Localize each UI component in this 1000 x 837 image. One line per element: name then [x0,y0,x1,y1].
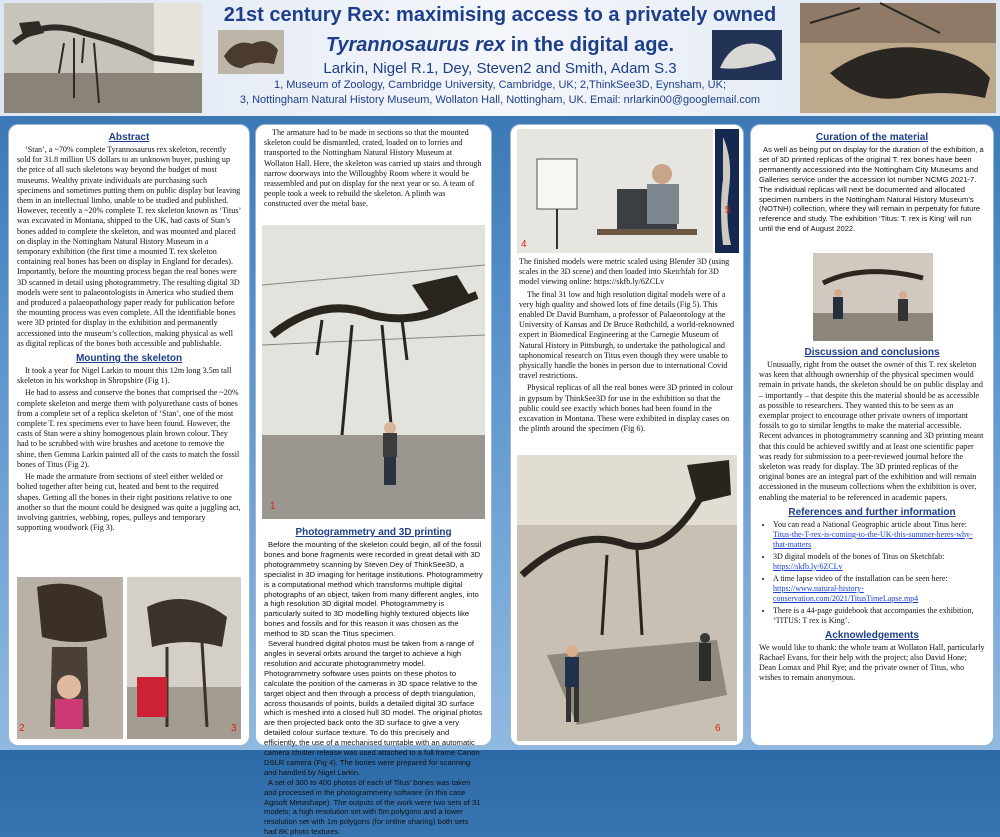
poster-header [0,0,1000,116]
skull-photo-right [800,3,996,113]
mounting-paragraph-3: He made the armature from sections of steel either welded or bolted together after being cut, heated and bent to the required shapes. Getting all the bones in their right positions relative to one another so that the mount could be designed was quite a juggling act, involving gantries, webbing, ropes, pulleys and temporary supporting woodwork (Fig 3). [17,472,241,533]
photogrammetry-text-2: Several hundred digital photos must be taken from a range of angles in several orbits around the target to achieve a high resolution and accurate photogrammetry model. Photogrammetry software uses points on these photos to calculate the position of the cameras in 3D space relative to the target object and then through a process of depth triangulation, across thousands of points, builds a detailed digital 3D surface which is meshed into a closed hull 3D model. The original photos are then projected back onto the 3D surface to give a very detailed colour surface texture. To do this precisely and efficiently, the use of a mechanised turntable with an automatic camera shutter release was used attached to a full frame Canon DSLR camera (Fig 4). The bones were prepared for scanning and handled by Nigel Larkin. [264,639,483,777]
skeleton-photo-left [4,3,202,113]
fig2-painting-photo [17,577,123,739]
sketchfab-link[interactable]: https://skfb.ly/6ZCLv [773,561,843,571]
abstract-text: ‘Stan’, a ~70% complete Tyrannosaurus rex skeleton, recently sold for 31.8 million US dollars to an unknown buyer, pushing up the price of all such skeletons way beyond the budget of most museums. Wealthy private individuals are purchasing such specimens and sometimes putting them on public display but leaving them in an intellectual limbo, unable to be studied and published. However, recently a ~20% complete T. rex skeleton known as ‘Titus’ was excavated in Montana, shipped to the UK, had casts of Stan’s bones added to complete the skeleton, and was mounted and placed on display in the Nottingham Natural History Museum in a temporary exhibition (the first time a mounted T. rex skeleton containing real bones has been on display in England for decades). Importantly, before the mounting process began the real bones were 3D scanned in detail using photogrammetry. The resulting digital 3D models were sent to palaeontologists in America who studied them and produced a palaeopathology paper ready for publication before the mounting process was even complete. All the identifiable bones were 3D printed for display in the exhibition and permanently accessioned into the museum’s collection, making physical as well as digital replicas of the bones both accessible and publishable. [17,145,241,348]
poster-title-line1: 21st century Rex: maximising access to a privately owned [223,4,777,26]
references-list [759,520,985,626]
fig4-number: 4 [521,239,527,250]
acknowledgements-heading: Acknowledgements [825,629,919,641]
curation-text: As well as being put on display for the duration of the exhibition, a set of 3D printed replicas of the original T. rex bones have been permanently accessioned into the Nottingham City Museums and Galleries service under the accession lot number NCMG 2021-7. The individual replicas will next be documented and allocated specimen numbers in the Nottingham Natural History Museum’s (NOTNH) collection, where they will remain in perpetuity for future reference and study. The exhibition ‘Titus: T. rex is King’ will run until the end of August 2022. [759,145,984,234]
references-heading: References and further information [788,506,956,518]
timelapse-video-link[interactable]: https://www.natural-history-conservation.com/2021/TitusTimeLapse.mp4 [773,583,919,603]
fig4-scanning-setup-photo [517,129,713,253]
column-photogrammetry [255,124,492,837]
national-geographic-link[interactable]: Titus-the-T-rex-is-coming-to-the-UK-this-summer-heres-why-that-matters [773,529,973,549]
models-paragraph-3: Physical replicas of all the real bones were 3D printed in colour in gypsum by ThinkSee3D for use in the exhibition so that the public could see exactly which bones had been found in the excavation in Montana. These were exhibited in display cases on the plinth around the specimen (Fig 6). [519,383,734,434]
title-suffix: in the digital age. [505,34,675,56]
discussion-heading: Discussion and conclusions [804,347,940,358]
column-abstract [8,124,250,746]
mounting-paragraph-2: He had to assess and conserve the bones that comprised the ~20% complete skeleton and merge them with polyurethane casts of bones from a complete set of a replica skeleton of ‘Stan’, one of the most complete T. rex specimens ever to have been found. However, the casts of Stan were a shiny homogenous plain brown colour. They had to be scrubbed with wire brushes and acetone to remove the shine, then Gemma Larkin painted all of the casts to match the fossil bones of Titus (Fig 2). [17,388,240,469]
fig2-number: 2 [19,723,25,734]
reference-item: • There is a 44-page guidebook that accompanies the exhibition, ‘TITUS: T rex is King’. [773,606,985,626]
models-paragraph-1: The finished models were metric scaled using Blender 3D (using scales in the 3D scene) and then loaded into Sketchfab for 3D model viewing online: https://skfb.ly/6ZCLv [519,257,730,287]
installation-team-photo [813,253,933,341]
authors: Larkin, Nigel R.1, Dey, Steven2 and Smith, Adam S.3 [323,60,677,77]
title-species: Tyrannosaurus rex [325,34,506,56]
reference-item: • A time lapse video of the installation can be seen here: https://www.natural-history-conservation.com/2021/TitusTimeLapse.mp4 [773,574,985,604]
fig1-skeleton-photo [262,225,485,519]
photogrammetry-text-3: A set of 300 to 400 photos of each of Titus’ bones was taken and processed in the photogrammetry software (in this case Agisoft Metashape). The outputs of the work were two sets of 31 models; a high resolution set with 5m polygons and a lower resolution set with 1m polygons (for online sharing) both sets had 8K photo textures. [264,777,481,837]
mounting-heading: Mounting the skeleton [75,353,183,365]
fig5-3d-bone-model [715,129,739,253]
fig6-number: 6 [715,723,721,734]
fig6-exhibition-photo [517,455,737,741]
acknowledgements-text: We would like to thank: the whole team at Wollaton Hall, particularly Rachael Evans, for their help with the project; also David Hone; Dean Lomax and Phil Rye; and the private owner of Titus, who wishes to remain anonymous. [759,642,985,683]
photogrammetry-heading: Photogrammetry and 3D printing [295,527,452,538]
poster-title-line2 [210,34,790,57]
affiliations-line2: 3, Nottingham Natural History Museum, Wollaton Hall, Nottingham, UK. Email: nrlarkin00@googlemail.com [239,94,761,106]
armature-text: The armature had to be made in sections so that the mounted skeleton could be dismantled, crated, loaded on to lorries and transported to the Nottingham Natural History Museum at Wollaton Hall. Here, the skeleton was carried up stairs and through narrow doorways into the Willoughby Room where it would be reassembled and put on display for the next year or so. A team of people took a week to rebuild the skeleton. A plinth was constructed over the metal base. [264,128,482,209]
affiliations-line1: 1, Museum of Zoology, Cambridge University, Cambridge, UK; 2,ThinkSee3D, Eynsham, UK; [274,79,726,91]
reference-item: • You can read a National Geographic article about Titus here: Titus-the-T-rex-is-coming-to-the-UK-this-summer-heres-why-that-matters [773,520,985,550]
models-paragraph-2: The final 31 low and high resolution digital models were of a very high quality and showed lots of fine details (Fig 5). This enabled Dr David Burnham, a professor of Palaeontology at the University of Kansas and Dr Bruce Rothchild, a world-reknowned expert in Biomedical Engineering at the Carnegie Museum of Natural History in Pittsburgh, to undertake the pathological and taphonomical research on Titus even though they were unable to physically handle the bones in person due to international Covid travel restrictions. [519,289,735,381]
reference-item: • 3D digital models of the bones of Titus on Sketchfab: https://skfb.ly/6ZCLv [773,552,985,572]
fig3-workshop-photo [127,577,241,739]
photogrammetry-text-1: Before the mounting of the skeleton could begin, all of the fossil bones and bone fragments were recorded in great detail with 3D photogrammetry scanning by Steven Dey of ThinkSee3D, a specialist in 3D imaging for heritage institutions. Photogrammetry is a computational method which transforms multiple digital photographs of an object, taken from many different angles, into a high resolution 3D digital model. Photogrammetry is particularly suited to 3D modelling highly textured objects like bones and fossils and for this reason it was chosen as the method to 3D scan the Titus specimen. [264,540,483,639]
column-models [510,124,744,746]
abstract-heading: Abstract [108,132,150,143]
column-curation [750,124,994,746]
fig1-number: 1 [270,501,276,512]
fig3-number: 3 [231,723,237,734]
mounting-paragraph-1: It took a year for Nigel Larkin to mount this 12m long 3.5m tall skeleton in his workshop in Shropshire (Fig 1). [17,366,232,386]
discussion-text: Unusually, right from the outset the owner of this T. rex skeleton was keen that although ownership of the physical specimen would remain in private hands, the skeleton should be on public display and – importantly – that despite this the material should be as accessible as possible to researchers. They wanted this to be seen as an exemplar project to encourage other private owners of important fossils to go to similar lengths to make the material accessible. Recent advances in photogrammetry scanning and 3D printing meant that this could be achieved swiftly and at least one scientific paper was ready for submission to a peer-reviewed journal before the skeleton was ready for display. The 3D printed replicas of the original bones are an integral part of the exhibition and will remain accessioned in the museum collections when the exhibition is over, enabling the material to be referenced in academic papers. [759,360,984,502]
fig5-number: 5 [725,205,731,216]
curation-heading: Curation of the material [815,132,929,143]
